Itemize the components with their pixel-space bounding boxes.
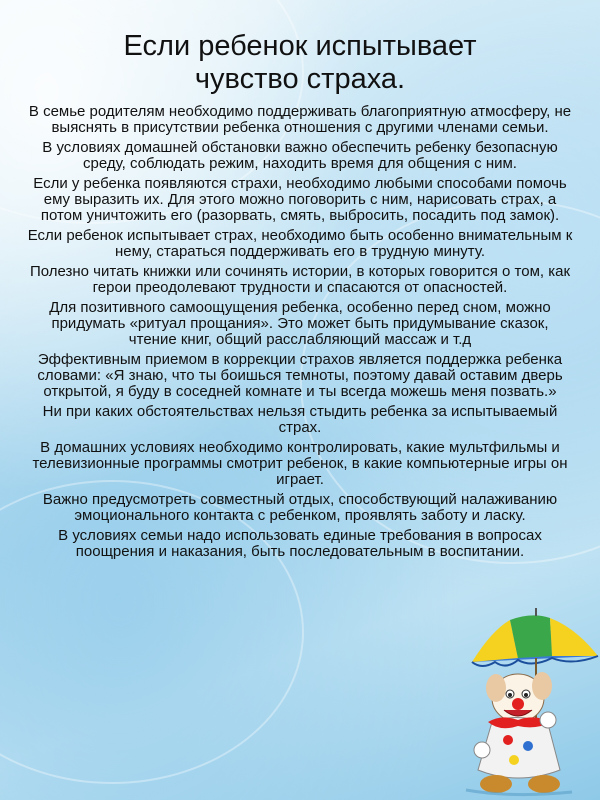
page-title <box>26 30 574 96</box>
clown-with-umbrella-icon <box>452 600 600 800</box>
paragraph-9: В домашних условиях необходимо контролировать, какие мультфильмы и телевизионные программы смотрит ребенок, в какие компьютерные игры он играет. <box>32 439 568 488</box>
paragraph-10: Важно предусмотреть совместный отдых, способствующий налаживанию эмоционального контакта с ребенком, проявлять заботу и ласку. <box>42 491 558 524</box>
title-line-1: Если ребенок испытывает <box>123 30 477 62</box>
paragraph-11: В условиях семьи надо использовать единые требования в вопросах поощрения и наказания, быть последовательным в воспитании. <box>58 527 542 560</box>
paragraph-4: Если ребенок испытывает страх, необходимо быть особенно внимательным к нему, стараться поддерживать его в трудную минуту. <box>27 227 573 260</box>
title-line-2: чувство страха. <box>194 63 406 95</box>
paragraph-1: В семье родителям необходимо поддерживать благоприятную атмосферу, не выяснять в присутствии ребенка отношения с другими членами семьи. <box>28 103 572 136</box>
paragraph-6: Для позитивного самоощущения ребенка, особенно перед сном, можно придумать «ритуал прощания». Это может быть придумывание сказок, чтение книг, общий расслабляющий массаж и т.д <box>49 299 551 348</box>
paragraph-2: В условиях домашней обстановки важно обеспечить ребенку безопасную среду, соблюдать режим, находить время для общения с ним. <box>42 139 558 172</box>
paragraph-3: Если у ребенка появляются страхи, необходимо любыми способами помочь ему выразить их. Для этого можно поговорить с ним, нарисовать страх, а потом уничтожить его (разорвать, смять, выбросить, посадить под замок). <box>33 175 567 224</box>
paragraph-8: Ни при каких обстоятельствах нельзя стыдить ребенка за испытываемый страх. <box>42 403 558 436</box>
paragraph-7: Эффективным приемом в коррекции страхов является поддержка ребенка словами: «Я знаю, что ты боишься темноты, поэтому давай оставим дверь открытой, я буду в соседней комнате и ты всегда можешь меня позвать.» <box>37 351 563 400</box>
paragraph-5: Полезно читать книжки или сочинять истории, в которых говорится о том, как герои преодолевают трудности и спасаются от опасностей. <box>29 263 571 296</box>
